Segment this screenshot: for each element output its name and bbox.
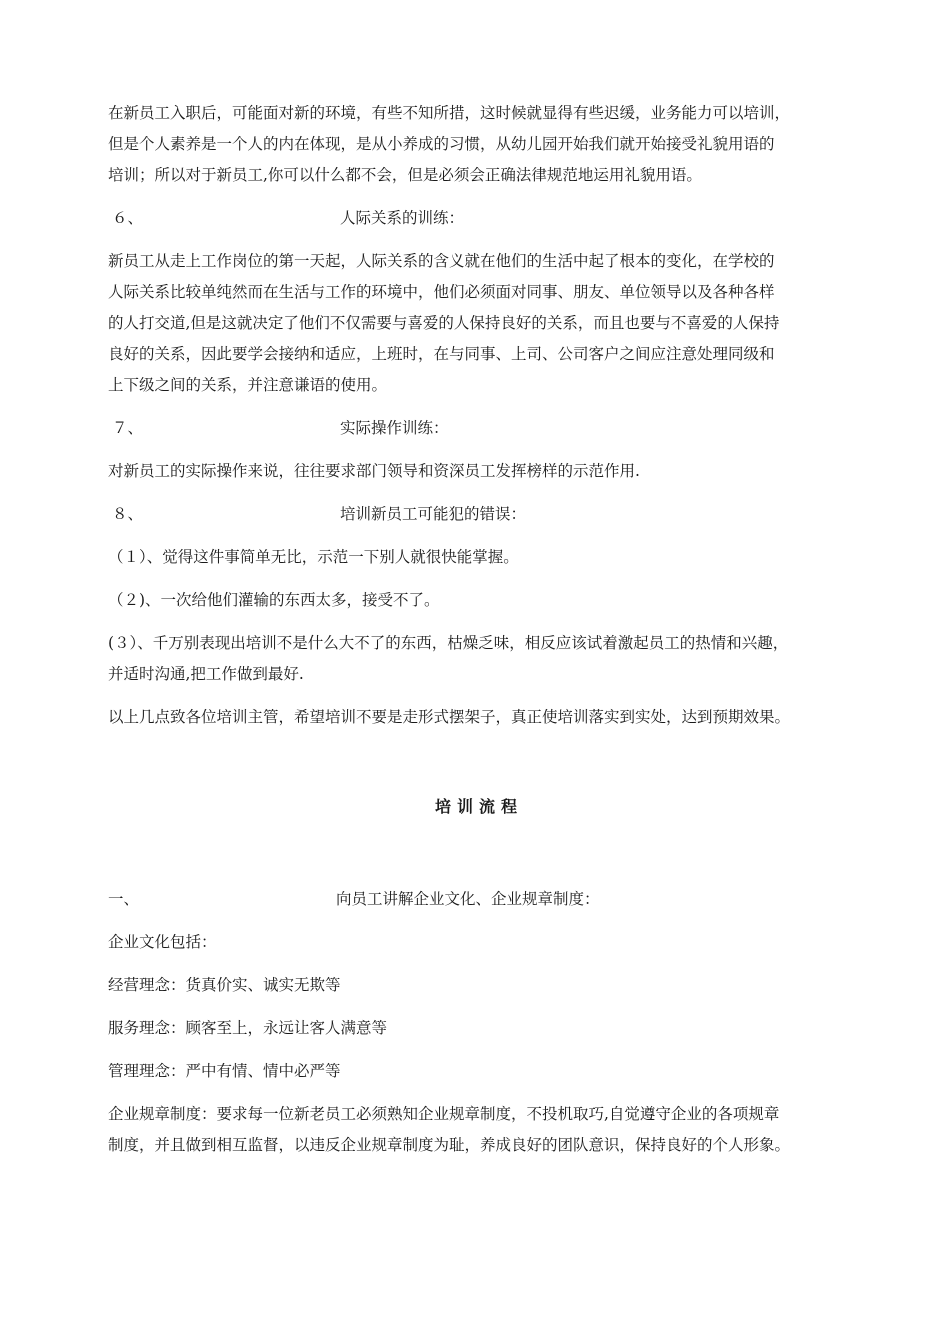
text-line: 上下级之间的关系，并注意谦语的使用。 bbox=[108, 376, 388, 394]
section-heading-6 bbox=[108, 203, 850, 234]
text-line: （２)、一次给他们灌输的东西太多，接受不了。 bbox=[108, 591, 440, 609]
section-number: 一、 bbox=[108, 890, 140, 908]
text-line: (３）、千万别表现出培训不是什么大不了的东西，枯燥乏味，相反应该试着激起员工的热情和兴趣， bbox=[108, 634, 789, 652]
text-line: （１）、觉得这件事简单无比，示范一下别人就很快能掌握。 bbox=[108, 548, 519, 566]
mistake-item-3 bbox=[108, 628, 850, 690]
document-page bbox=[108, 98, 850, 1173]
culture-item-management: 管理理念：严中有情、情中必严等 bbox=[108, 1062, 341, 1080]
text-line: 的人打交道,但是这就决定了他们不仅需要与喜爱的人保持良好的关系，而且也要与不喜爱的人保持 bbox=[108, 314, 780, 332]
paragraph-closing: 以上几点致各位培训主管，希望培训不要是走形式摆架子，真正使培训落实到实处，达到预期效果。 bbox=[108, 708, 791, 726]
text-line: 制度，并且做到相互监督，以违反企业规章制度为耻，养成良好的团队意识，保持良好的个人形象。 bbox=[108, 1136, 791, 1154]
text-line: 人际关系比较单纯然而在生活与工作的环境中，他们必须面对同事、朋友、单位领导以及各种各样 bbox=[108, 283, 775, 301]
section-title: 培训新员工可能犯的错误： bbox=[340, 505, 527, 523]
section-heading-8 bbox=[108, 499, 850, 530]
paragraph-intro bbox=[108, 98, 850, 191]
culture-intro: 企业文化包括： bbox=[108, 933, 217, 951]
text-line: 企业规章制度：要求每一位新老员工必须熟知企业规章制度，不投机取巧,自觉遵守企业的各项规章 bbox=[108, 1105, 780, 1123]
section-title: 人际关系的训练： bbox=[340, 209, 465, 227]
section-heading-7 bbox=[108, 413, 850, 444]
paragraph-practice: 对新员工的实际操作来说，往往要求部门领导和资深员工发挥榜样的示范作用. bbox=[108, 462, 640, 480]
text-line: 但是个人素养是一个人的内在体现，是从小养成的习惯，从幼儿园开始我们就开始接受礼貌用语的 bbox=[108, 135, 775, 153]
section-number: ６、 bbox=[112, 209, 144, 227]
paragraph-interpersonal bbox=[108, 246, 850, 401]
mistake-item-1 bbox=[108, 542, 850, 573]
section-number: ８、 bbox=[112, 505, 144, 523]
text-line: 良好的关系，因此要学会接纳和适应，上班时，在与同事、上司、公司客户之间应注意处理同级和 bbox=[108, 345, 775, 363]
text-line: 培训；所以对于新员工,你可以什么都不会，但是必须会正确法律规范地运用礼貌用语。 bbox=[108, 166, 702, 184]
section-number: ７、 bbox=[112, 419, 144, 437]
section-title: 向员工讲解企业文化、企业规章制度： bbox=[336, 890, 600, 908]
text-line: 在新员工入职后，可能面对新的环境，有些不知所措，这时候就显得有些迟缓，业务能力可以培训， bbox=[108, 104, 791, 122]
section-heading-one bbox=[108, 884, 850, 915]
mistake-item-2 bbox=[108, 585, 850, 616]
section-title: 实际操作训练： bbox=[340, 419, 449, 437]
culture-item-business: 经营理念：货真价实、诚实无欺等 bbox=[108, 976, 341, 994]
culture-item-service: 服务理念：顾客至上，永远让客人满意等 bbox=[108, 1019, 388, 1037]
paragraph-rules bbox=[108, 1099, 850, 1161]
text-line: 新员工从走上工作岗位的第一天起，人际关系的含义就在他们的生活中起了根本的变化，在学校的 bbox=[108, 252, 775, 270]
document-title: 培训流程 bbox=[434, 797, 523, 816]
text-line: 并适时沟通,把工作做到最好. bbox=[108, 665, 304, 683]
